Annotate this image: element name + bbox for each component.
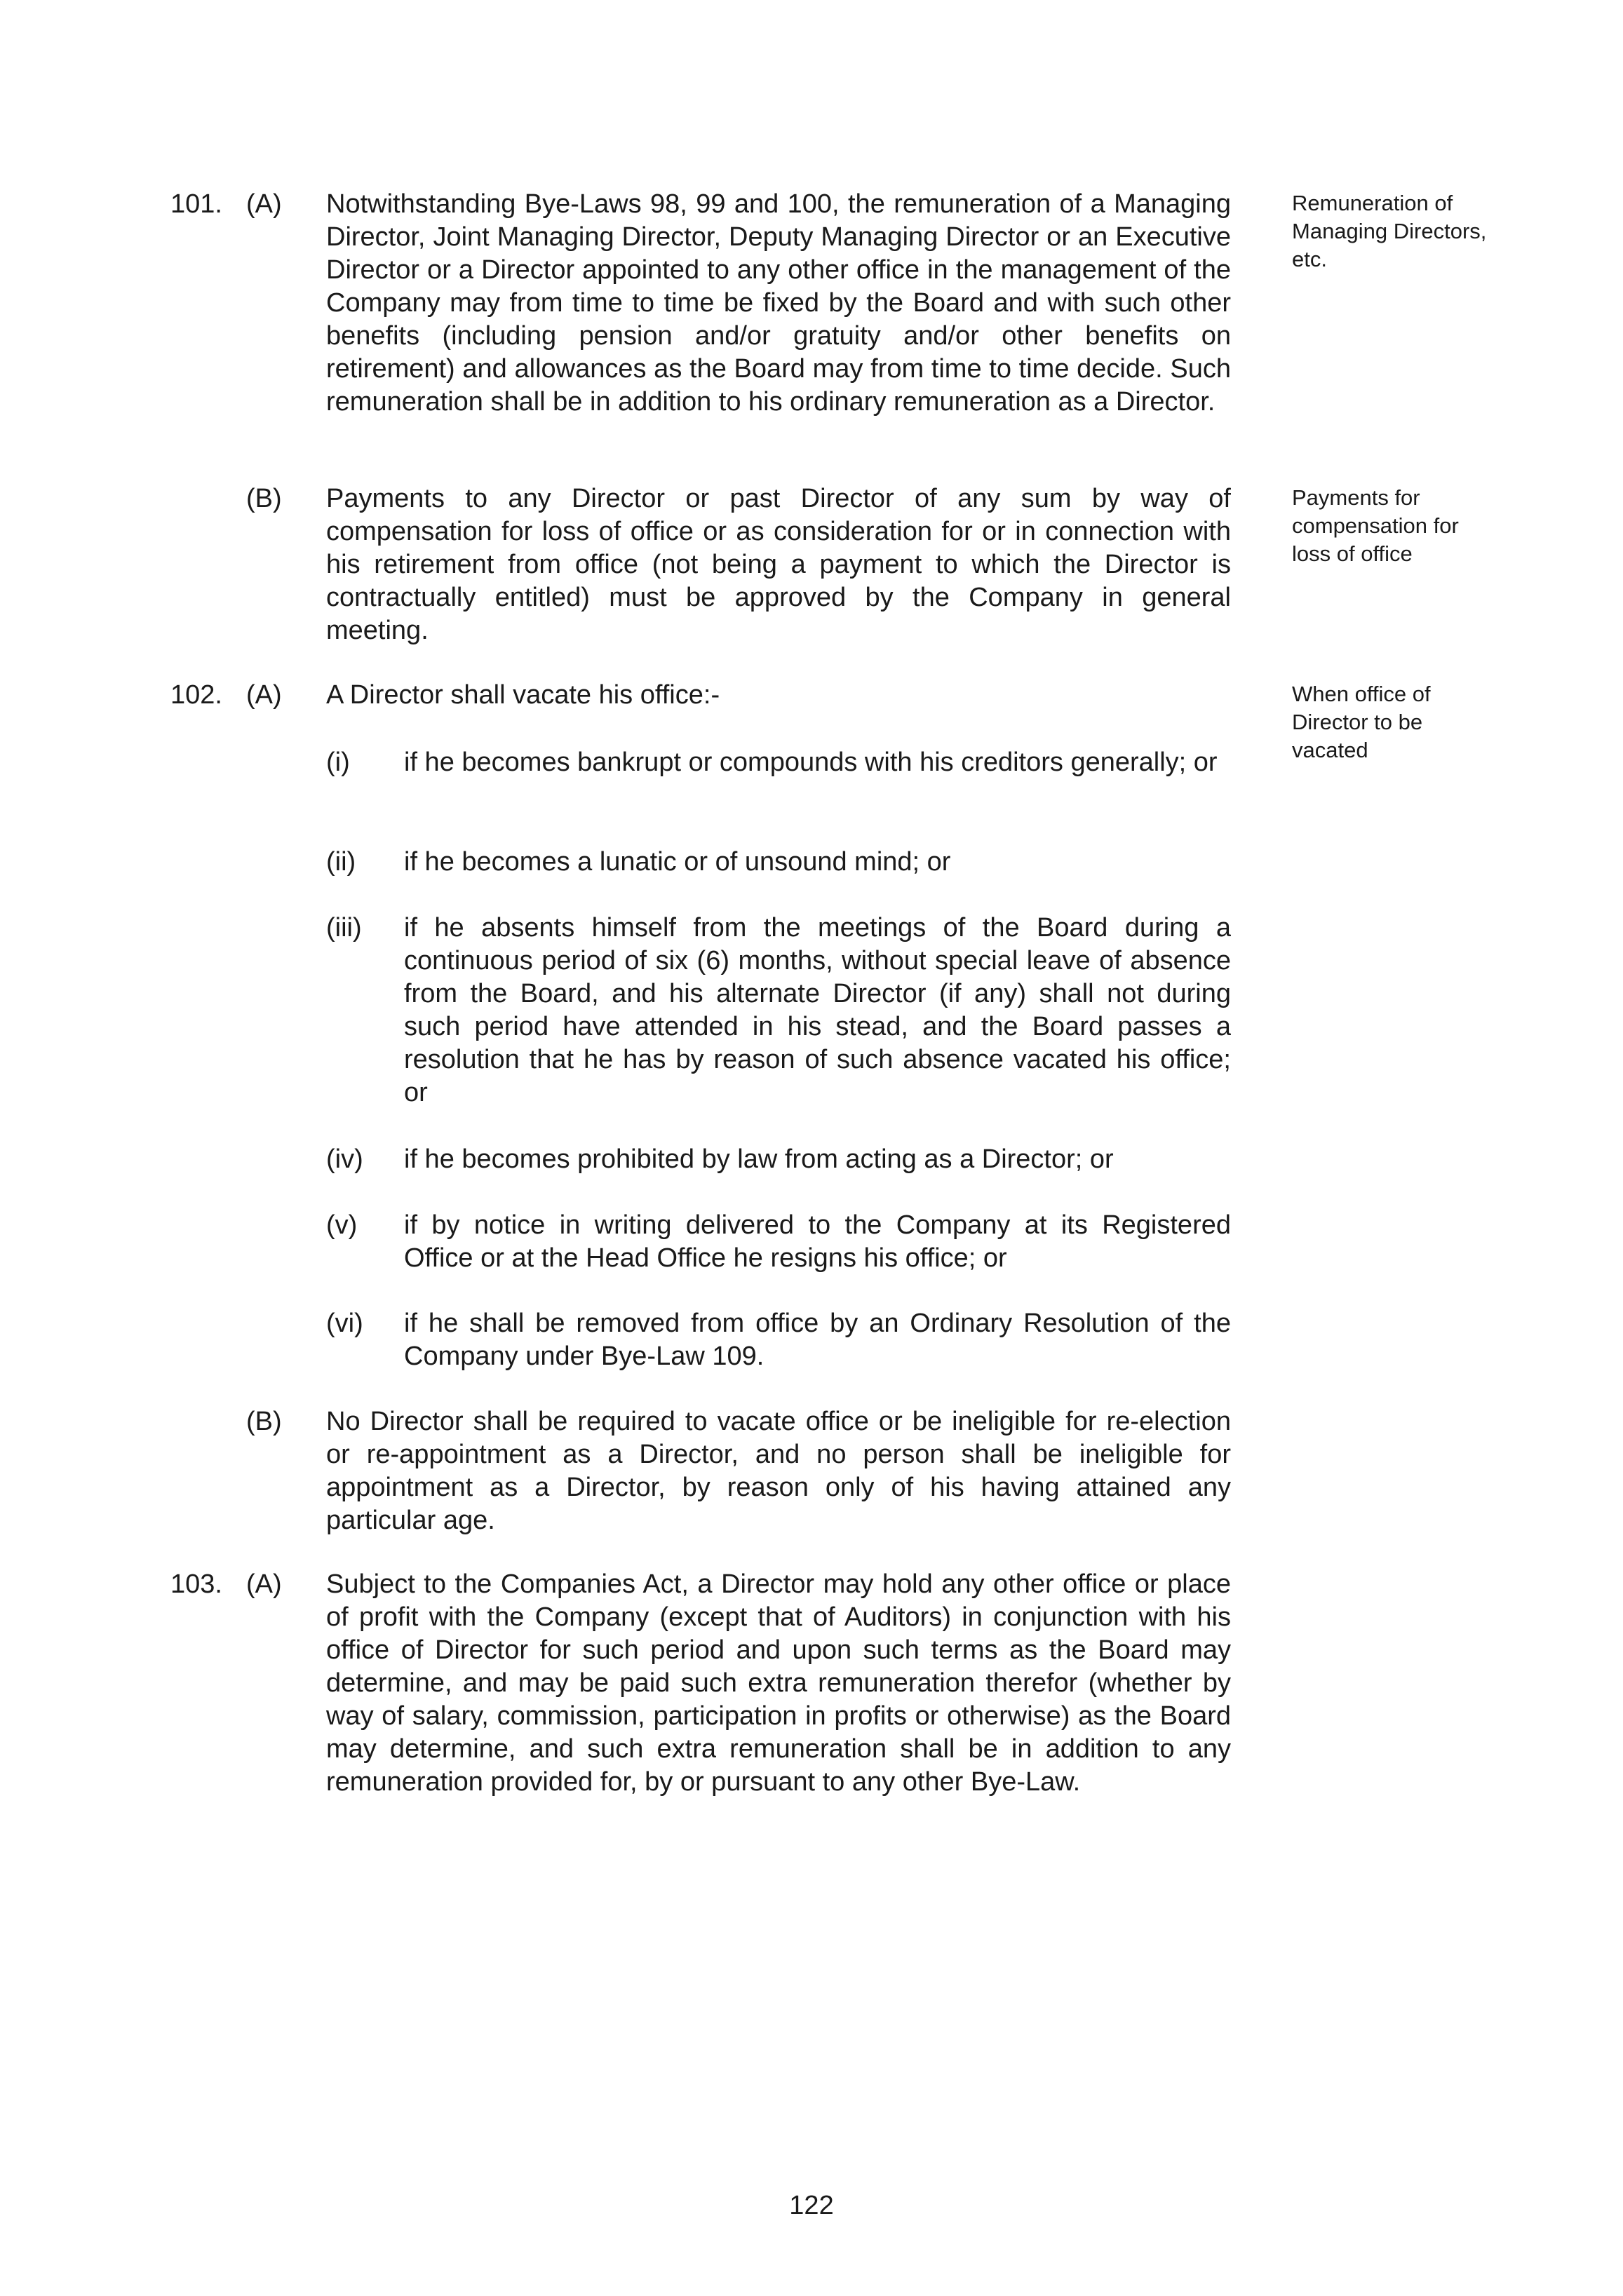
clause-102-b-label: (B)	[246, 1407, 282, 1436]
item-label-vi: (vi)	[326, 1309, 363, 1338]
page-number: 122	[789, 2191, 834, 2220]
item-label-iii: (iii)	[326, 913, 362, 943]
item-text-i: if he becomes bankrupt or compounds with his creditors generally; or	[404, 748, 1218, 777]
clause-102-b-text: No Director shall be required to vacate office or be ineligible for re-election or re-appointment as a Director, and no person shall be ineligible for appointment as a Director, by reason only of his having attained any particular age.	[326, 1407, 1231, 1535]
margin-note-compensation: Payments for compensation for loss of office	[1292, 485, 1459, 566]
clause-102-a-text: A Director shall vacate his office:-	[326, 680, 720, 710]
margin-note-vacation: When office of Director to be vacated	[1292, 682, 1431, 762]
item-label-v: (v)	[326, 1210, 358, 1240]
clause-number-102: 102.	[170, 680, 222, 710]
item-label-i: (i)	[326, 748, 350, 777]
clause-101-a-label: (A)	[246, 189, 282, 219]
clause-103-a-text: Subject to the Companies Act, a Director may hold any other office or place of profit with the Company (except that of Auditors) in conjunction with his office of Director for such period and upon such terms as the Board may determine, and may be paid such extra remuneration therefor (whether by way of salary, commission, participation in profits or otherwise) as the Board may determine, and such extra remuneration shall be in addition to any remuneration provided for, by or pursuant to any other Bye-Law.	[326, 1569, 1231, 1797]
clause-101-b-label: (B)	[246, 484, 282, 513]
clause-101-a-text: Notwithstanding Bye-Laws 98, 99 and 100, the remuneration of a Managing Director, Joint Managing Director, Deputy Managing Director or an Executive Director or a Director appointed to any other office in the management of the Company may from time to time be fixed by the Board and with such other benefits (including pension and/or gratuity and/or other benefits on retirement) and allowances as the Board may from time to time decide. Such remuneration shall be in addition to his ordinary remuneration as a Director.	[326, 189, 1231, 417]
clause-103-a-label: (A)	[246, 1569, 282, 1599]
clause-number-101: 101.	[170, 189, 222, 219]
item-text-iv: if he becomes prohibited by law from acting as a Director; or	[404, 1144, 1114, 1174]
item-text-iii: if he absents himself from the meetings of the Board during a continuous period of six (6) months, without special leave of absence from the Board, and his alternate Director (if any) shall not during such period have attended in his stead, and the Board passes a resolution that he has by reason of such absence vacated his office; or	[404, 913, 1231, 1107]
item-text-vi: if he shall be removed from office by an Ordinary Resolution of the Company under Bye-Law 109.	[404, 1309, 1231, 1371]
margin-note-remuneration: Remuneration of Managing Directors, etc.	[1292, 191, 1487, 271]
clause-101-b-text: Payments to any Director or past Director of any sum by way of compensation for loss of office or as consideration for or in connection with his retirement from office (not being a payment to which the Director is contractually entitled) must be approved by the Company in general meeting.	[326, 484, 1231, 645]
clause-102-a-label: (A)	[246, 680, 282, 710]
item-text-v: if by notice in writing delivered to the Company at its Registered Office or at the Head Office he resigns his office; or	[404, 1210, 1231, 1273]
item-label-ii: (ii)	[326, 847, 356, 877]
item-text-ii: if he becomes a lunatic or of unsound mind; or	[404, 847, 951, 877]
clause-number-103: 103.	[170, 1569, 222, 1599]
item-label-iv: (iv)	[326, 1144, 363, 1174]
